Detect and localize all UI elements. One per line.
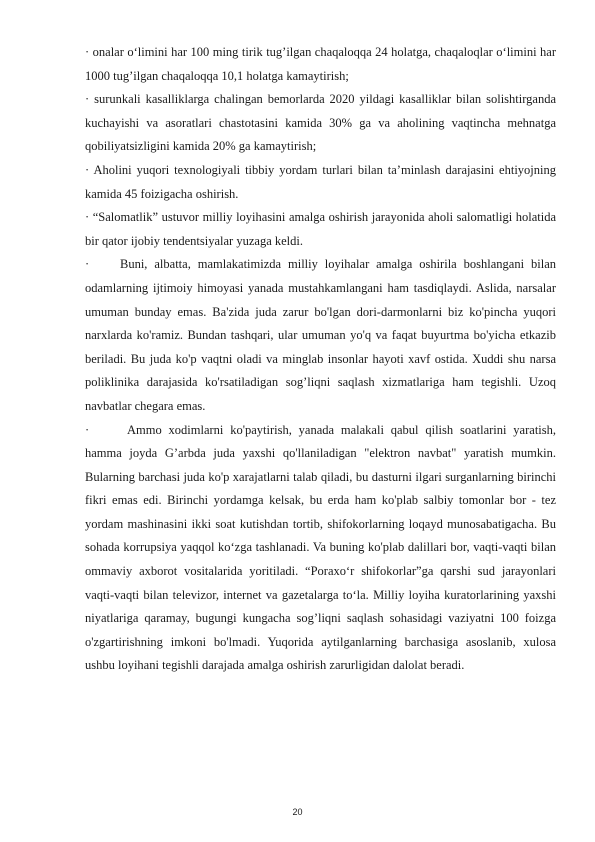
paragraph-text: onalar o‘limini har 100 ming tirik tug’ilgan chaqaloqqa 24 holatga, chaqaloqlar o‘limini har 1000 tug’ilgan chaqaloqqa 10,1 holatga kamaytirish; [85,45,556,83]
bullet-paragraph-5 [85,253,556,418]
page-number: 20 [292,807,303,817]
bullet-paragraph-4 [85,206,556,253]
bullet-marker: · [85,162,90,177]
document-body [85,41,556,678]
bullet-marker: · [85,422,90,437]
bullet-marker: · [85,45,90,59]
paragraph-text: Ammo xodimlarni ko'paytirish, yanada malakali qabul qilish soatlarini yaratish, hamma joyda G’arbda juda yaxshi qo'llaniladigan "elektron navbat" yaratish mumkin. Bularning barchasi juda ko'p xarajatlarni talab qiladi, bu dasturni ilgari surganlarning birinchi fikri emas edi. Birinchi yordamga kelsak, bu erda ham ko'plab salbiy tomonlar bor - tez yordam mashinasini ikki soat kutishdan tortib, shifokorlarning loqayd munosabatigacha. Bu sohada korrupsiya yaqqol ko‘zga tashlanadi. Va buning ko'plab dalillari bor, vaqti-vaqti bilan ommaviy axborot vositalarida yoritiladi. “Poraxo‘r shifokorlar”ga qarshi sud jarayonlari vaqti-vaqti bilan televizor, internet va gazetalarga to‘la. Milliy loyiha kuratorlarining yaxshi niyatlariga qaramay, bugungi kungacha sog’liqni saqlash sohasidagi vaziyatni 100 foizga o'zgartirishning imkoni bo'lmadi. Yuqorida aytilganlarning barchasiga asoslanib, xulosa ushbu loyihani tegishli darajada amalga oshirish zarurligidan dalolat beradi. [85,422,556,673]
paragraph-text: Aholini yuqori texnologiyali tibbiy yordam turlari bilan ta’minlash darajasini ehtiyojning kamida 45 foizigacha oshirish. [85,162,556,201]
bullet-marker: · [85,92,90,107]
bullet-paragraph-1 [85,41,556,88]
bullet-paragraph-3 [85,159,556,206]
bullet-marker: · [85,210,90,225]
bullet-paragraph-2 [85,88,556,159]
paragraph-text: Buni, albatta, mamlakatimizda milliy loyihalar amalga oshirila boshlangani bilan odamlarning ijtimoiy himoyasi yanada mustahkamlangani ham tasdiqlaydi. Aslida, narsalar umuman bunday emas. Ba'zida juda zarur bo'lgan dori-darmonlarni biz ko'pincha yuqori narxlarda ko'ramiz. Bundan tashqari, ular umuman yo'q va faqat buyurtma bo'yicha etkazib beriladi. Bu juda ko'p vaqtni oladi va minglab insonlar hayoti xavf ostida. Xuddi shu narsa poliklinika darajasida ko'rsatiladigan sog’liqni saqlash xizmatlariga ham tegishli. Uzoq navbatlar chegara emas. [85,257,556,413]
paragraph-text: surunkali kasalliklarga chalingan bemorlarda 2020 yildagi kasalliklar bilan solishtirganda kuchayishi va asoratlari chastotasini kamida 30% ga va aholining vaqtincha mehnatga qobiliyatsizligini kamida 20% ga kamaytirish; [85,92,557,154]
bullet-paragraph-6 [85,419,556,679]
paragraph-text: “Salomatlik” ustuvor milliy loyihasini amalga oshirish jarayonida aholi salomatligi holatida bir qator ijobiy tendentsiyalar yuzaga keldi. [85,210,557,248]
bullet-marker: · [85,257,90,272]
